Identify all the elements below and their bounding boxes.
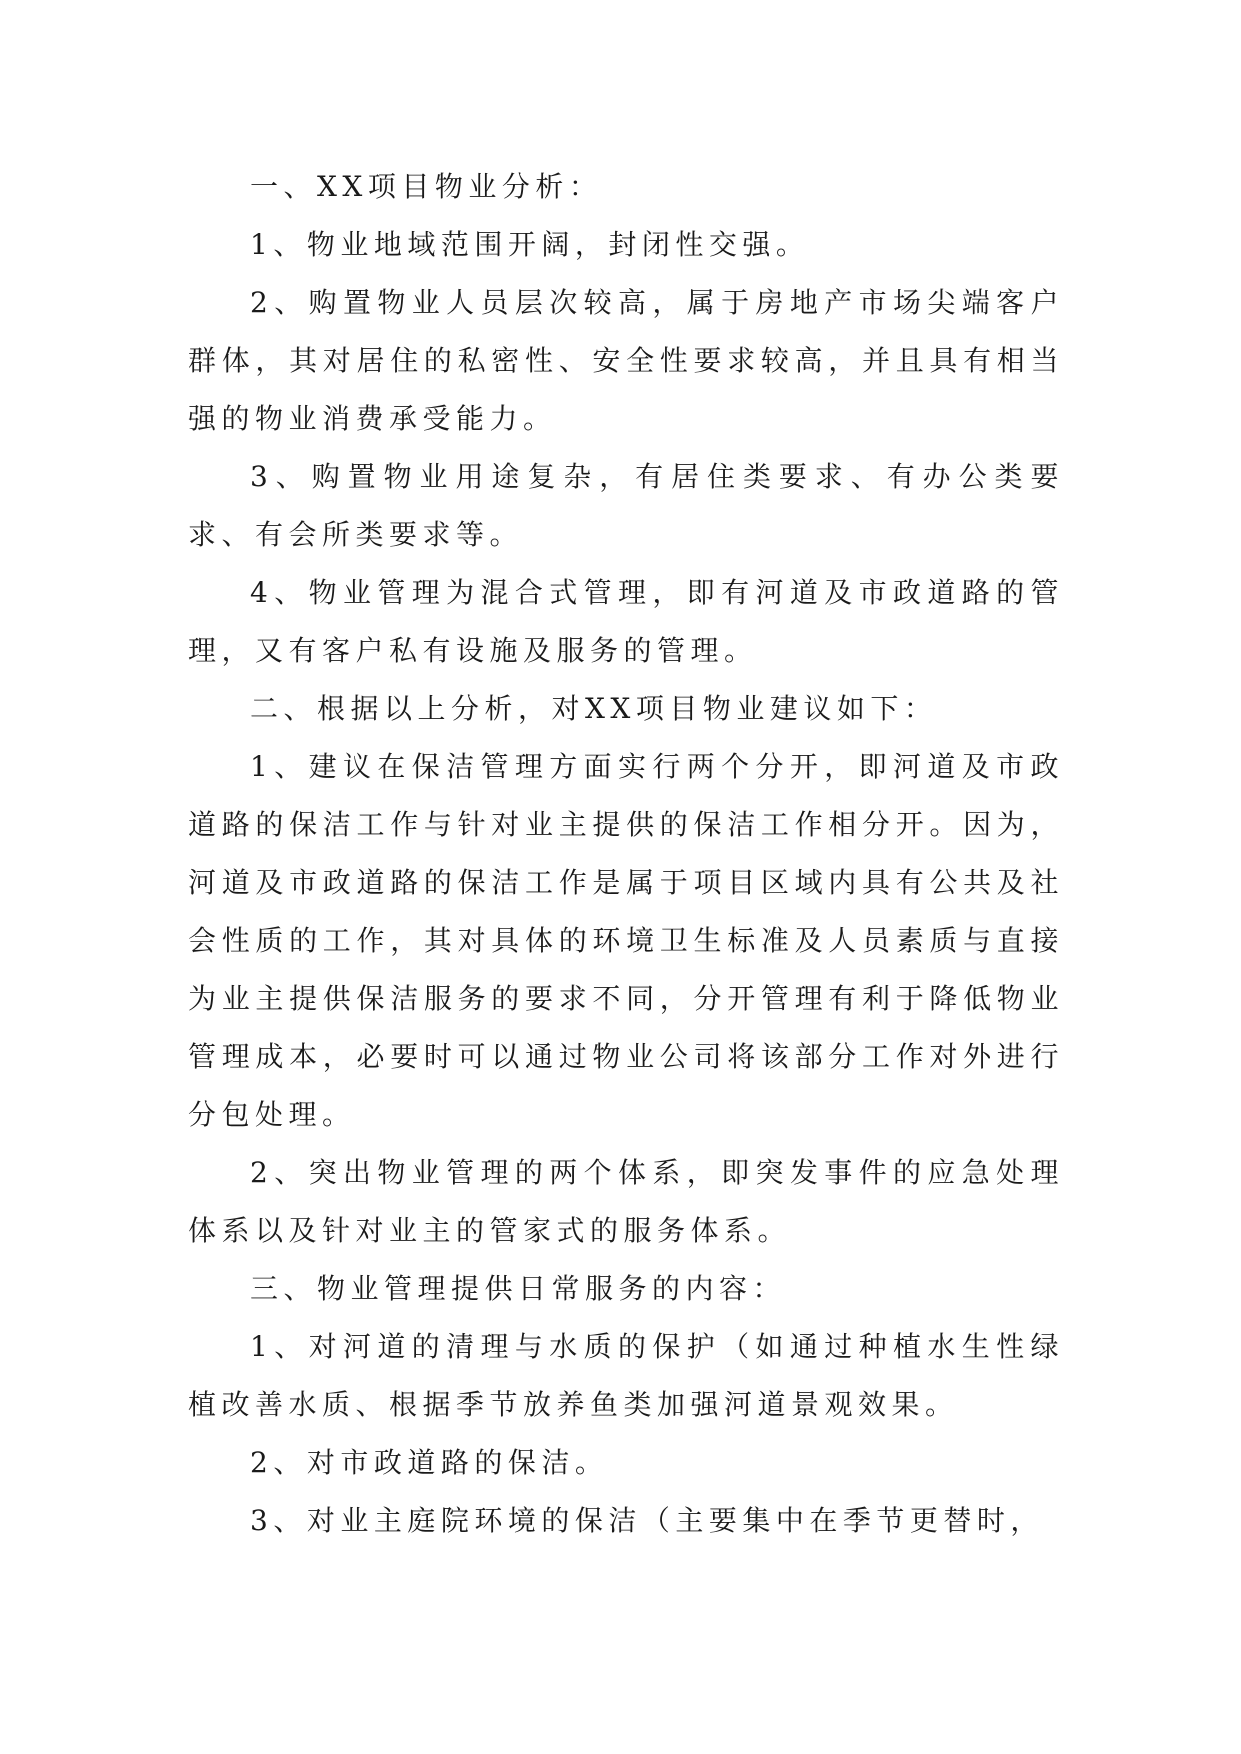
- heading-section-1: 一、XX项目物业分析：: [250, 170, 603, 203]
- heading-section-2: 二、根据以上分析，对XX项目物业建议如下：: [250, 692, 938, 725]
- list-item-3-2: 2、对市政道路的保洁。: [250, 1446, 609, 1479]
- document-body: [188, 158, 1064, 1550]
- list-item-2-1: 1、建议在保洁管理方面实行两个分开，即河道及市政道路的保洁工作与针对业主提供的保洁工作相分开。因为，河道及市政道路的保洁工作是属于项目区域内具有公共及社会性质的工作，其对具体的环境卫生标准及人员素质与直接为业主提供保洁服务的要求不同，分开管理有利于降低物业管理成本，必要时可以通过物业公司将该部分工作对外进行分包处理。: [188, 750, 1064, 1131]
- list-item-1-2: 2、购置物业人员层次较高，属于房地产市场尖端客户群体，其对居住的私密性、安全性要求较高，并且具有相当强的物业消费承受能力。: [188, 286, 1064, 435]
- list-item-3-3: 3、对业主庭院环境的保洁（主要集中在季节更替时，: [250, 1504, 1044, 1537]
- list-item-1-1: 1、物业地域范围开阔，封闭性交强。: [250, 228, 810, 261]
- list-item-2-2: 2、突出物业管理的两个体系，即突发事件的应急处理体系以及针对业主的管家式的服务体系。: [188, 1156, 1064, 1247]
- heading-section-3: 三、物业管理提供日常服务的内容：: [250, 1272, 787, 1305]
- list-item-1-4: 4、物业管理为混合式管理，即有河道及市政道路的管理，又有客户私有设施及服务的管理。: [188, 576, 1064, 667]
- list-item-3-1: 1、对河道的清理与水质的保护（如通过种植水生性绿植改善水质、根据季节放养鱼类加强河道景观效果。: [188, 1330, 1064, 1421]
- list-item-1-3: 3、购置物业用途复杂，有居住类要求、有办公类要求、有会所类要求等。: [188, 460, 1064, 551]
